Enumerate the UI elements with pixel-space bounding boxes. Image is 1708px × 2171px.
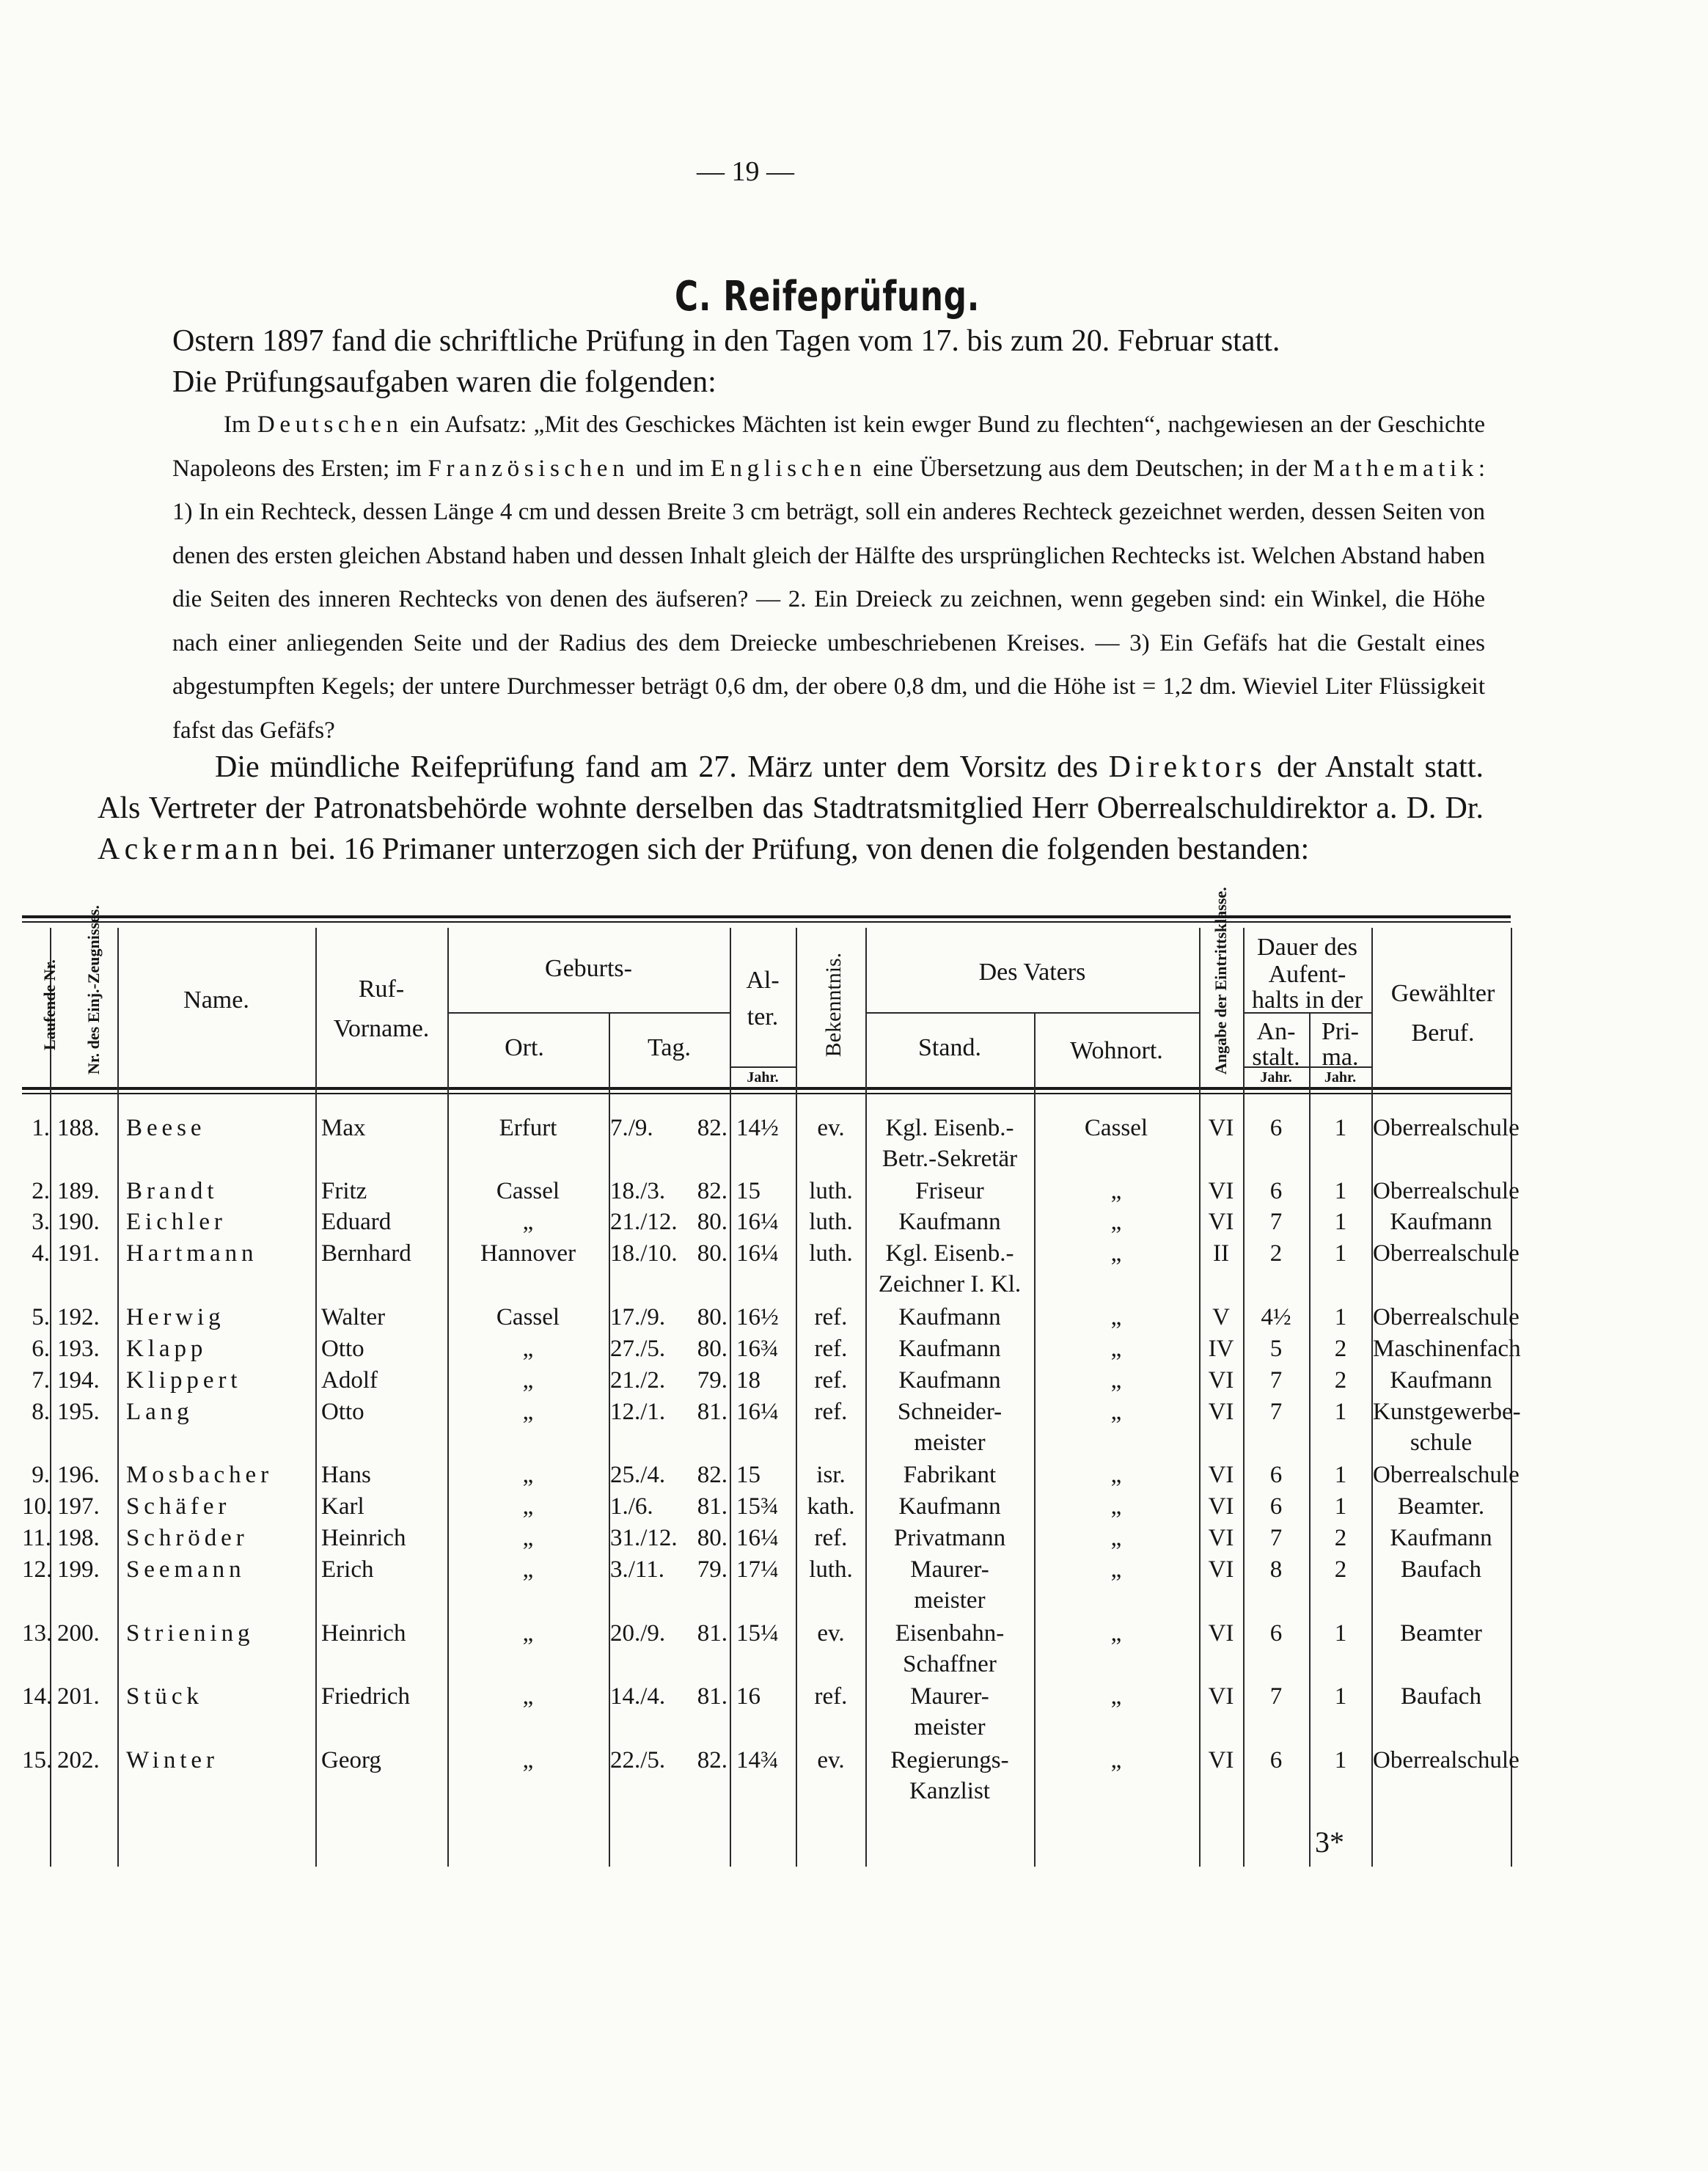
cell-nr: 1. xyxy=(32,1115,50,1141)
cell-jahr: 80. xyxy=(697,1336,727,1362)
header-anstalt-jahr: Jahr. xyxy=(1260,1069,1292,1086)
cell-alter: 16¼ xyxy=(736,1399,779,1425)
cell-ort: „ xyxy=(522,1399,534,1425)
cell-tag: 21./12. xyxy=(610,1209,678,1235)
cell-vorname: Erich xyxy=(321,1556,374,1583)
section-title: C. Reifeprüfung. xyxy=(675,273,981,321)
cell-tag: 12./1. xyxy=(610,1399,666,1425)
cell-dauer-prima: 1 xyxy=(1334,1209,1347,1235)
cell-vorname: Georg xyxy=(321,1747,381,1773)
cell-dauer-prima: 2 xyxy=(1334,1525,1347,1551)
cell-dauer-anstalt: 7 xyxy=(1269,1399,1283,1425)
cell-name: Schröder xyxy=(126,1525,249,1551)
cell-beruf: Maschinenfach xyxy=(1373,1336,1521,1362)
cell-eintrittsklasse: VI xyxy=(1208,1462,1234,1488)
cell-dauer-anstalt: 6 xyxy=(1269,1493,1283,1520)
cell-name: Schäfer xyxy=(126,1493,231,1520)
cell-nr: 14. xyxy=(22,1683,53,1710)
cell-dauer-anstalt: 6 xyxy=(1269,1462,1283,1488)
cell-beruf: Oberrealschule xyxy=(1373,1178,1520,1204)
cell-eintrittsklasse: VI xyxy=(1208,1399,1234,1425)
header-name: Name. xyxy=(183,986,249,1014)
cell-stand-line-2: Schaffner xyxy=(903,1651,997,1677)
cell-ort: „ xyxy=(522,1493,534,1520)
cell-dauer-anstalt: 2 xyxy=(1269,1240,1283,1267)
header-alter: Al- xyxy=(746,967,780,994)
cell-eintrittsklasse: VI xyxy=(1208,1556,1234,1583)
exam-text-2: ein Aufsatz: „Mit des Geschickes Mächten ist kein ewger Bund zu flechten“, nachgewiesen an der Geschichte Napoleons des Ersten; im xyxy=(172,411,1486,482)
column-line xyxy=(796,928,797,1867)
cell-dauer-prima: 1 xyxy=(1334,1115,1347,1141)
cell-dauer-anstalt: 4½ xyxy=(1261,1304,1291,1330)
oral-direktor: Direktors xyxy=(1108,750,1267,784)
cell-eintrittsklasse: V xyxy=(1212,1304,1230,1330)
cell-dauer-prima: 1 xyxy=(1334,1683,1347,1710)
cell-stand-line-2: Zeichner I. Kl. xyxy=(878,1271,1022,1297)
cell-jahr: 82. xyxy=(697,1462,727,1488)
cell-dauer-anstalt: 6 xyxy=(1269,1115,1283,1141)
cell-dauer-anstalt: 6 xyxy=(1269,1620,1283,1647)
cell-wohnort: „ xyxy=(1110,1556,1122,1583)
cell-vorname: Heinrich xyxy=(321,1620,406,1647)
cell-name: Eichler xyxy=(126,1209,227,1235)
cell-wohnort: „ xyxy=(1110,1525,1122,1551)
cell-tag: 21./2. xyxy=(610,1367,666,1394)
cell-vorname: Walter xyxy=(321,1304,386,1330)
cell-stand: Kaufmann xyxy=(898,1304,1001,1330)
header-eintrittsklasse: Angabe der Eintrittsklasse. xyxy=(1212,887,1230,1074)
cell-stand: Eisenbahn- xyxy=(895,1620,1005,1647)
cell-beruf: Oberrealschule xyxy=(1373,1462,1520,1488)
cell-dauer-anstalt: 7 xyxy=(1269,1367,1283,1394)
cell-vorname: Eduard xyxy=(321,1209,392,1235)
cell-alter: 14¾ xyxy=(736,1747,779,1773)
oral-exam-paragraph xyxy=(98,747,1484,870)
cell-ort: „ xyxy=(522,1556,534,1583)
cell-beruf: Kunstgewerbe- xyxy=(1373,1399,1521,1425)
cell-vorname: Otto xyxy=(321,1336,364,1362)
cell-vorname: Friedrich xyxy=(321,1683,410,1710)
cell-stand-line-2: meister xyxy=(914,1587,986,1614)
cell-jahr: 82. xyxy=(697,1178,727,1204)
cell-alter: 15 xyxy=(736,1178,760,1204)
cell-stand: Privatmann xyxy=(893,1525,1006,1551)
cell-wohnort: „ xyxy=(1110,1399,1122,1425)
cell-bekenntnis: ref. xyxy=(814,1683,848,1710)
table-header-rule-2 xyxy=(22,1093,1511,1094)
cell-bekenntnis: ref. xyxy=(814,1399,848,1425)
cell-bekenntnis: kath. xyxy=(807,1493,855,1520)
cell-name: Stück xyxy=(126,1683,203,1710)
header-dauer: Dauer des xyxy=(1257,934,1357,961)
cell-nr: 2. xyxy=(32,1178,50,1204)
cell-dauer-anstalt: 7 xyxy=(1269,1525,1283,1551)
cell-ort: Cassel xyxy=(496,1304,560,1330)
cell-vorname: Otto xyxy=(321,1399,364,1425)
cell-jahr: 81. xyxy=(697,1399,727,1425)
cell-ort: „ xyxy=(522,1336,534,1362)
cell-wohnort: „ xyxy=(1110,1209,1122,1235)
column-line xyxy=(1511,928,1512,1867)
header-bekenntnis: Bekenntnis. xyxy=(821,952,846,1058)
header-des-vaters: Des Vaters xyxy=(978,959,1086,986)
cell-dauer-anstalt: 6 xyxy=(1269,1747,1283,1773)
cell-wohnort: „ xyxy=(1110,1493,1122,1520)
cell-vorname: Hans xyxy=(321,1462,371,1488)
cell-eintrittsklasse: VI xyxy=(1208,1115,1234,1141)
cell-wohnort: „ xyxy=(1110,1178,1122,1204)
oral-ackermann: Ackermann xyxy=(98,832,283,866)
header-laufende-nr: Laufende Nr. xyxy=(40,959,59,1050)
cell-tag: 22./5. xyxy=(610,1747,666,1773)
geburts-subrule xyxy=(447,1012,730,1014)
cell-ort: Hannover xyxy=(480,1240,576,1267)
cell-eintrittsklasse: VI xyxy=(1208,1178,1234,1204)
cell-alter: 16¼ xyxy=(736,1240,779,1267)
cell-bekenntnis: luth. xyxy=(809,1240,853,1267)
cell-alter: 14½ xyxy=(736,1115,779,1141)
cell-bekenntnis: ev. xyxy=(817,1747,845,1773)
cell-wohnort: „ xyxy=(1110,1462,1122,1488)
cell-wohnort: „ xyxy=(1110,1304,1122,1330)
cell-nr: 3. xyxy=(32,1209,50,1235)
cell-dauer-prima: 1 xyxy=(1334,1399,1347,1425)
header-beruf-2: Beruf. xyxy=(1411,1019,1475,1047)
cell-einj: 197. xyxy=(57,1493,100,1520)
table-top-rule-2 xyxy=(22,921,1511,923)
cell-einj: 195. xyxy=(57,1399,100,1425)
cell-jahr: 81. xyxy=(697,1493,727,1520)
cell-einj: 199. xyxy=(57,1556,100,1583)
cell-nr: 5. xyxy=(32,1304,50,1330)
cell-nr: 9. xyxy=(32,1462,50,1488)
cell-wohnort: Cassel xyxy=(1084,1115,1148,1141)
cell-jahr: 81. xyxy=(697,1620,727,1647)
cell-alter: 15 xyxy=(736,1462,760,1488)
subject-franz: Französischen xyxy=(428,455,630,482)
cell-stand: Kaufmann xyxy=(898,1336,1001,1362)
header-ruf: Ruf- xyxy=(358,975,405,1003)
header-prima-2: ma. xyxy=(1322,1044,1359,1071)
cell-beruf: Kaufmann xyxy=(1390,1525,1492,1551)
cell-stand: Kaufmann xyxy=(898,1209,1001,1235)
exam-text-1: Im xyxy=(224,411,251,438)
cell-stand: Fabrikant xyxy=(903,1462,997,1488)
cell-jahr: 79. xyxy=(697,1367,727,1394)
column-line xyxy=(1199,928,1201,1867)
cell-ort: Erfurt xyxy=(499,1115,557,1141)
cell-einj: 201. xyxy=(57,1683,100,1710)
cell-eintrittsklasse: IV xyxy=(1208,1336,1234,1362)
cell-tag: 7./9. xyxy=(610,1115,653,1141)
cell-dauer-prima: 1 xyxy=(1334,1747,1347,1773)
cell-bekenntnis: ref. xyxy=(814,1367,848,1394)
cell-nr: 10. xyxy=(22,1493,53,1520)
cell-wohnort: „ xyxy=(1110,1747,1122,1773)
table-header-rule xyxy=(22,1087,1511,1090)
alter-jahr-subrule xyxy=(730,1066,796,1068)
cell-name: Klapp xyxy=(126,1336,208,1362)
cell-alter: 16½ xyxy=(736,1304,779,1330)
header-halts: halts in der xyxy=(1251,986,1363,1014)
cell-ort: „ xyxy=(522,1683,534,1710)
cell-beruf: Baufach xyxy=(1401,1556,1481,1583)
cell-name: Seemann xyxy=(126,1556,246,1583)
cell-eintrittsklasse: VI xyxy=(1208,1683,1234,1710)
column-line xyxy=(50,928,51,1867)
cell-name: Beese xyxy=(126,1115,206,1141)
header-ort: Ort. xyxy=(505,1034,544,1061)
header-beruf: Gewählter xyxy=(1390,980,1495,1007)
cell-tag: 17./9. xyxy=(610,1304,666,1330)
cell-bekenntnis: isr. xyxy=(816,1462,846,1488)
cell-dauer-prima: 2 xyxy=(1334,1556,1347,1583)
column-line xyxy=(730,928,731,1867)
cell-name: Lang xyxy=(126,1399,194,1425)
header-tag: Tag. xyxy=(648,1034,691,1061)
cell-bekenntnis: ev. xyxy=(817,1115,845,1141)
cell-stand: Kgl. Eisenb.- xyxy=(885,1240,1014,1267)
cell-beruf: Kaufmann xyxy=(1390,1367,1492,1394)
cell-dauer-prima: 1 xyxy=(1334,1493,1347,1520)
cell-bekenntnis: ref. xyxy=(814,1525,848,1551)
cell-stand-line-2: Kanzlist xyxy=(909,1778,990,1804)
cell-alter: 16¾ xyxy=(736,1336,779,1362)
oral-text-1: Die mündliche Reifeprüfung fand am 27. März unter dem Vorsitz des xyxy=(215,750,1099,784)
cell-bekenntnis: luth. xyxy=(809,1556,853,1583)
cell-tag: 3./11. xyxy=(610,1556,664,1583)
cell-dauer-anstalt: 8 xyxy=(1269,1556,1283,1583)
cell-jahr: 79. xyxy=(697,1556,727,1583)
cell-bekenntnis: ref. xyxy=(814,1304,848,1330)
cell-eintrittsklasse: VI xyxy=(1208,1209,1234,1235)
cell-ort: „ xyxy=(522,1209,534,1235)
cell-jahr: 81. xyxy=(697,1683,727,1710)
intro-line-1: Ostern 1897 fand die schriftliche Prüfung in den Tagen vom 17. bis zum 20. Februar statt. xyxy=(172,324,1280,358)
cell-beruf: Oberrealschule xyxy=(1373,1240,1520,1267)
cell-beruf: Oberrealschule xyxy=(1373,1747,1520,1773)
cell-ort: Cassel xyxy=(496,1178,560,1204)
cell-vorname: Fritz xyxy=(321,1178,367,1204)
cell-beruf: Oberrealschule xyxy=(1373,1115,1520,1141)
signature-mark: 3* xyxy=(1315,1826,1344,1859)
cell-name: Klippert xyxy=(126,1367,242,1394)
cell-bekenntnis: luth. xyxy=(809,1178,853,1204)
cell-alter: 17¼ xyxy=(736,1556,779,1583)
cell-jahr: 82. xyxy=(697,1115,727,1141)
cell-wohnort: „ xyxy=(1110,1336,1122,1362)
cell-einj: 191. xyxy=(57,1240,100,1267)
cell-alter: 16 xyxy=(736,1683,760,1710)
cell-dauer-anstalt: 7 xyxy=(1269,1683,1283,1710)
cell-dauer-prima: 1 xyxy=(1334,1178,1347,1204)
cell-jahr: 82. xyxy=(697,1747,727,1773)
header-vorname: Vorname. xyxy=(333,1015,430,1042)
header-anstalt-2: stalt. xyxy=(1252,1044,1300,1071)
cell-wohnort: „ xyxy=(1110,1367,1122,1394)
cell-eintrittsklasse: VI xyxy=(1208,1493,1234,1520)
cell-eintrittsklasse: VI xyxy=(1208,1620,1234,1647)
cell-tag: 31./12. xyxy=(610,1525,678,1551)
cell-beruf: Beamter. xyxy=(1397,1493,1485,1520)
cell-eintrittsklasse: VI xyxy=(1208,1747,1234,1773)
cell-stand: Maurer- xyxy=(910,1556,989,1583)
cell-bekenntnis: ref. xyxy=(814,1336,848,1362)
cell-name: Mosbacher xyxy=(126,1462,274,1488)
cell-eintrittsklasse: II xyxy=(1213,1240,1229,1267)
cell-name: Herwig xyxy=(126,1304,225,1330)
oral-text-3: bei. 16 Primaner unterzogen sich der Prüfung, von denen die folgenden bestanden: xyxy=(290,832,1310,866)
cell-nr: 11. xyxy=(22,1525,52,1551)
cell-tag: 1./6. xyxy=(610,1493,653,1520)
subject-deutsch: Deutschen xyxy=(257,411,403,438)
cell-tag: 25./4. xyxy=(610,1462,666,1488)
cell-beruf: Oberrealschule xyxy=(1373,1304,1520,1330)
cell-alter: 15¾ xyxy=(736,1493,779,1520)
cell-nr: 6. xyxy=(32,1336,50,1362)
cell-einj: 193. xyxy=(57,1336,100,1362)
cell-einj: 198. xyxy=(57,1525,100,1551)
cell-dauer-anstalt: 6 xyxy=(1269,1178,1283,1204)
cell-tag: 18./3. xyxy=(610,1178,666,1204)
cell-stand: Kgl. Eisenb.- xyxy=(885,1115,1014,1141)
cell-einj: 202. xyxy=(57,1747,100,1773)
header-stand: Stand. xyxy=(918,1034,981,1061)
cell-wohnort: „ xyxy=(1110,1240,1122,1267)
exam-text-5: : 1) In ein Rechteck, dessen Länge 4 cm und dessen Breite 3 cm beträgt, soll ein anderes Rechteck gezeichnet werden, dessen Seiten von denen des ersten gleichen Abstand haben und dessen Inhalt gleich der Hälfte des ursprünglichen Rechtecks ist. Welchen Abstand haben die Seiten des inneren Rechtecks von denen des äufseren? — 2. Ein Dreieck zu zeichnen, wenn gegeben sind: ein Winkel, die Höhe nach einer anliegenden Seite und der Radius des dem Dreiecke umbeschriebenen Kreises. — 3) Ein Gefäfs hat die Gestalt eines abgestumpften Kegels; der untere Durchmesser beträgt 0,6 dm, der obere 0,8 dm, und die Höhe ist = 1,2 dm. Wieviel Liter Flüssigkeit fafst das Gefäfs? xyxy=(172,455,1486,744)
exam-text-4: eine Übersetzung aus dem Deutschen; in der xyxy=(873,455,1307,482)
cell-beruf-line-2: schule xyxy=(1410,1429,1473,1456)
cell-nr: 4. xyxy=(32,1240,50,1267)
cell-vorname: Bernhard xyxy=(321,1240,411,1267)
cell-nr: 12. xyxy=(22,1556,53,1583)
cell-dauer-prima: 1 xyxy=(1334,1240,1347,1267)
cell-alter: 16¼ xyxy=(736,1209,779,1235)
cell-bekenntnis: ev. xyxy=(817,1620,845,1647)
cell-jahr: 80. xyxy=(697,1304,727,1330)
subject-math: Mathematik xyxy=(1313,455,1478,482)
header-alter-jahr: Jahr. xyxy=(747,1069,779,1086)
cell-jahr: 80. xyxy=(697,1209,727,1235)
cell-tag: 14./4. xyxy=(610,1683,666,1710)
header-alter-2: ter. xyxy=(747,1003,779,1030)
cell-dauer-prima: 2 xyxy=(1334,1367,1347,1394)
cell-beruf: Baufach xyxy=(1401,1683,1481,1710)
cell-tag: 27./5. xyxy=(610,1336,666,1362)
cell-dauer-prima: 1 xyxy=(1334,1304,1347,1330)
cell-dauer-anstalt: 5 xyxy=(1269,1336,1283,1362)
table-top-rule xyxy=(22,915,1511,918)
cell-alter: 16¼ xyxy=(736,1525,779,1551)
cell-ort: „ xyxy=(522,1367,534,1394)
cell-ort: „ xyxy=(522,1525,534,1551)
header-aufent: Aufent- xyxy=(1268,961,1346,988)
page-number: — 19 — xyxy=(697,156,794,187)
header-einj-zeugnis: Nr. des Einj.-Zeugnisses. xyxy=(84,905,103,1074)
intro-line-2: Die Prüfungsaufgaben waren die folgenden: xyxy=(172,365,716,399)
cell-vorname: Karl xyxy=(321,1493,364,1520)
header-wohnort: Wohnort. xyxy=(1070,1037,1163,1064)
cell-eintrittsklasse: VI xyxy=(1208,1525,1234,1551)
exam-text-3: und im xyxy=(635,455,705,482)
cell-name: Brandt xyxy=(126,1178,219,1204)
cell-wohnort: „ xyxy=(1110,1620,1122,1647)
header-prima: Pri- xyxy=(1322,1018,1359,1045)
cell-stand: Maurer- xyxy=(910,1683,989,1710)
cell-einj: 200. xyxy=(57,1620,100,1647)
column-line xyxy=(447,928,449,1867)
cell-jahr: 80. xyxy=(697,1240,727,1267)
cell-beruf: Kaufmann xyxy=(1390,1209,1492,1235)
exam-tasks-paragraph xyxy=(172,403,1485,753)
cell-dauer-prima: 2 xyxy=(1334,1336,1347,1362)
column-line xyxy=(1371,928,1373,1867)
cell-name: Winter xyxy=(126,1747,219,1773)
cell-name: Hartmann xyxy=(126,1240,258,1267)
cell-nr: 8. xyxy=(32,1399,50,1425)
cell-ort: „ xyxy=(522,1620,534,1647)
cell-einj: 190. xyxy=(57,1209,100,1235)
cell-beruf: Beamter xyxy=(1400,1620,1482,1647)
cell-stand: Regierungs- xyxy=(890,1747,1009,1773)
cell-dauer-anstalt: 7 xyxy=(1269,1209,1283,1235)
header-anstalt: An- xyxy=(1256,1018,1296,1045)
cell-nr: 13. xyxy=(22,1620,53,1647)
cell-stand: Schneider- xyxy=(897,1399,1003,1425)
cell-wohnort: „ xyxy=(1110,1683,1122,1710)
cell-stand-line-2: meister xyxy=(914,1429,986,1456)
cell-stand-line-2: meister xyxy=(914,1714,986,1740)
cell-nr: 7. xyxy=(32,1367,50,1394)
cell-name: Striening xyxy=(126,1620,254,1647)
cell-einj: 188. xyxy=(57,1115,100,1141)
cell-bekenntnis: luth. xyxy=(809,1209,853,1235)
cell-stand: Kaufmann xyxy=(898,1493,1001,1520)
cell-tag: 20./9. xyxy=(610,1620,666,1647)
column-line xyxy=(117,928,119,1867)
oral-text-2: der Anstalt statt. Als Vertreter der Patronatsbehörde wohnte derselben das Stadtratsmitglied Herr Oberrealschuldirektor a. D. Dr. xyxy=(98,750,1484,825)
cell-stand-line-2: Betr.-Sekretär xyxy=(882,1146,1018,1172)
cell-vorname: Max xyxy=(321,1115,366,1141)
column-line xyxy=(315,928,317,1867)
cell-stand: Kaufmann xyxy=(898,1367,1001,1394)
cell-einj: 192. xyxy=(57,1304,100,1330)
cell-dauer-prima: 1 xyxy=(1334,1620,1347,1647)
cell-stand: Friseur xyxy=(915,1178,984,1204)
cell-alter: 15¼ xyxy=(736,1620,779,1647)
subject-engl: Englischen xyxy=(710,455,867,482)
cell-jahr: 80. xyxy=(697,1525,727,1551)
cell-ort: „ xyxy=(522,1747,534,1773)
cell-nr: 15. xyxy=(22,1747,53,1773)
cell-vorname: Adolf xyxy=(321,1367,378,1394)
cell-einj: 196. xyxy=(57,1462,100,1488)
cell-einj: 189. xyxy=(57,1178,100,1204)
header-geburts: Geburts- xyxy=(545,955,632,982)
vater-subrule xyxy=(865,1012,1199,1014)
cell-eintrittsklasse: VI xyxy=(1208,1367,1234,1394)
cell-vorname: Heinrich xyxy=(321,1525,406,1551)
header-prima-jahr: Jahr. xyxy=(1324,1069,1357,1086)
cell-tag: 18./10. xyxy=(610,1240,678,1267)
cell-dauer-prima: 1 xyxy=(1334,1462,1347,1488)
cell-ort: „ xyxy=(522,1462,534,1488)
cell-einj: 194. xyxy=(57,1367,100,1394)
cell-alter: 18 xyxy=(736,1367,760,1394)
